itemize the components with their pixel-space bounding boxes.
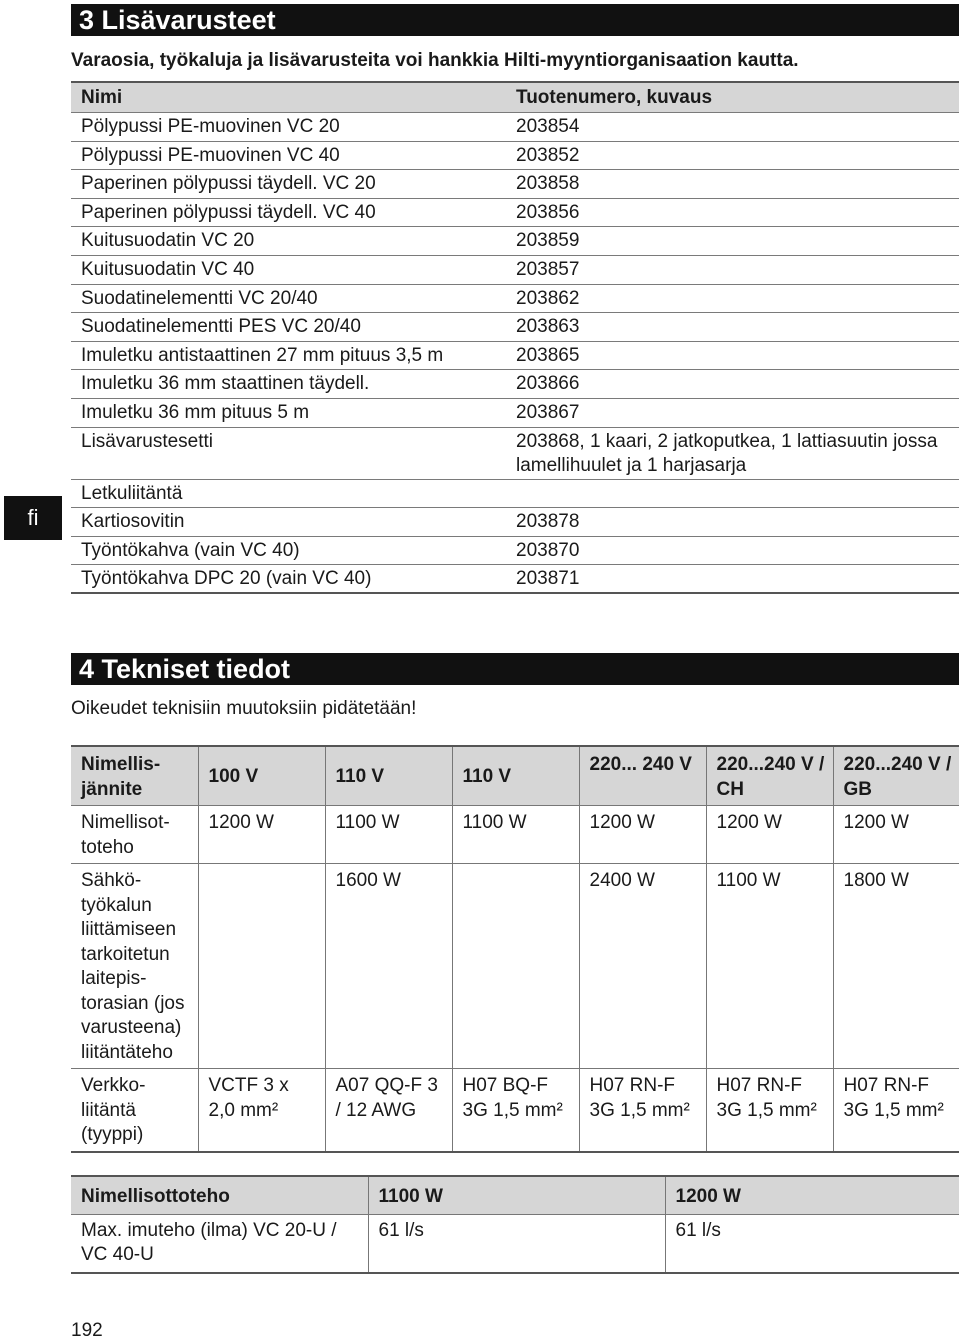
table-row [71,112,959,141]
table-row [71,479,959,508]
tech-header-voltage: 220... 240 V [579,746,706,806]
suction-value-1: 61 l/s [368,1214,665,1273]
accessories-header-row [71,83,959,112]
accessory-code: 203862 [516,287,580,309]
table-row [71,398,959,427]
table-row [71,169,959,198]
tech-header-row [71,746,959,806]
accessory-code: 203871 [516,568,580,590]
suction-header-label: Nimellisottoteho [71,1176,368,1214]
table-row [71,284,959,313]
suction-value-2: 61 l/s [665,1214,959,1273]
tech-header-voltage: 110 V [325,746,452,806]
tech-cell: H07 RN-F 3G 1,5 mm² [579,1069,706,1152]
table-row [71,369,959,398]
section-4-intro: Oikeudet teknisiin muutoksiin pidätetään! [71,698,417,719]
tech-row [71,1069,959,1152]
technical-data-table [71,745,959,1153]
language-tab: fi [4,496,62,540]
tech-cell: H07 RN-F 3G 1,5 mm² [706,1069,833,1152]
table-row [71,536,959,565]
tech-cell: 1100 W [706,864,833,1069]
accessory-name: Kartiosovitin [81,511,185,533]
accessory-name: Paperinen pölypussi täydell. VC 20 [81,173,376,195]
accessories-table [71,81,959,594]
tech-cell: 1600 W [325,864,452,1069]
tech-cell: VCTF 3 x 2,0 mm² [198,1069,325,1152]
tech-row [71,864,959,1069]
accessory-name: Lisävarustesetti [81,430,214,452]
accessory-code: 203857 [516,258,580,280]
tech-cell: 1200 W [833,806,959,864]
tech-cell: 1200 W [579,806,706,864]
accessory-code: 203867 [516,401,580,423]
accessory-code: 203863 [516,316,580,338]
tech-cell [198,864,325,1069]
suction-row [71,1214,959,1273]
accessory-code: 203870 [516,539,580,561]
tech-header-voltage: 220...240 V / GB [833,746,959,806]
accessory-code: 203878 [516,511,580,533]
accessory-code: 203858 [516,173,580,195]
accessory-name: Kuitusuodatin VC 20 [81,230,255,252]
accessory-code: 203854 [516,116,580,137]
table-row [71,198,959,227]
accessory-code: 203868, 1 kaari, 2 jatkoputkea, 1 lattiasuutin jossa lamellihuulet ja 1 harjasarja [516,430,938,477]
accessory-name: Suodatinelementti VC 20/40 [81,287,318,309]
tech-header-voltage: 220...240 V / CH [706,746,833,806]
suction-table [71,1175,959,1274]
accessory-code: 203866 [516,373,580,395]
accessory-name: Imuletku 36 mm pituus 5 m [81,401,310,423]
page-number: 192 [71,1320,103,1341]
tech-row [71,806,959,864]
accessory-name: Kuitusuodatin VC 40 [81,258,255,280]
accessory-name: Imuletku antistaattinen 27 mm pituus 3,5 m [81,344,444,366]
table-row [71,507,959,536]
table-row [71,255,959,284]
tech-header-voltage: 100 V [198,746,325,806]
table-row [71,427,959,479]
tech-row-label: Sähkötyökalun liittämiseen tarkoitetun laitepistorasian (jos varusteena) liitäntäteho [71,864,198,1069]
accessory-name: Paperinen pölypussi täydell. VC 40 [81,201,376,223]
table-row [71,564,959,594]
tech-cell: 1100 W [452,806,579,864]
accessory-name: Pölypussi PE-muovinen VC 40 [81,144,340,166]
tech-cell: 1800 W [833,864,959,1069]
accessory-name: Letkuliitäntä [81,482,183,504]
tech-cell: A07 QQ-F 3 / 12 AWG [325,1069,452,1152]
table-row [71,141,959,170]
table-row [71,341,959,370]
tech-cell: 1100 W [325,806,452,864]
section-3-intro: Varaosia, työkaluja ja lisävarusteita voi hankkia Hilti-myyntiorganisaation kautta. [71,50,799,71]
accessory-code: 203859 [516,230,580,252]
accessory-name: Suodatinelementti PES VC 20/40 [81,316,361,338]
header-code: Tuotenumero, kuvaus [516,86,713,108]
tech-header-label: Nimellisjännite [71,746,198,806]
tech-row-label: Nimellisottoteho [71,806,198,864]
section-4-title: 4 Tekniset tiedot [71,653,959,685]
tech-cell: H07 BQ-F 3G 1,5 mm² [452,1069,579,1152]
table-row [71,226,959,255]
suction-header-1200: 1200 W [665,1176,959,1214]
suction-header-row [71,1176,959,1214]
section-3-title: 3 Lisävarusteet [71,4,959,36]
tech-cell: 1200 W [198,806,325,864]
tech-header-voltage: 110 V [452,746,579,806]
suction-header-1100: 1100 W [368,1176,665,1214]
tech-cell: 2400 W [579,864,706,1069]
table-row [71,312,959,341]
tech-cell [452,864,579,1069]
accessory-code: 203852 [516,144,580,166]
accessory-code: 203856 [516,201,580,223]
accessory-name: Imuletku 36 mm staattinen täydell. [81,373,370,395]
accessory-name: Työntökahva (vain VC 40) [81,539,300,561]
tech-row-label: Verkkoliitäntä (tyyppi) [71,1069,198,1152]
accessory-name: Työntökahva DPC 20 (vain VC 40) [81,568,372,590]
suction-label: Max. imuteho (ilma) VC 20-U / VC 40-U [71,1214,368,1273]
header-name: Nimi [81,86,123,108]
tech-cell: 1200 W [706,806,833,864]
accessory-code: 203865 [516,344,580,366]
tech-cell: H07 RN-F 3G 1,5 mm² [833,1069,959,1152]
accessory-name: Pölypussi PE-muovinen VC 20 [81,116,340,137]
